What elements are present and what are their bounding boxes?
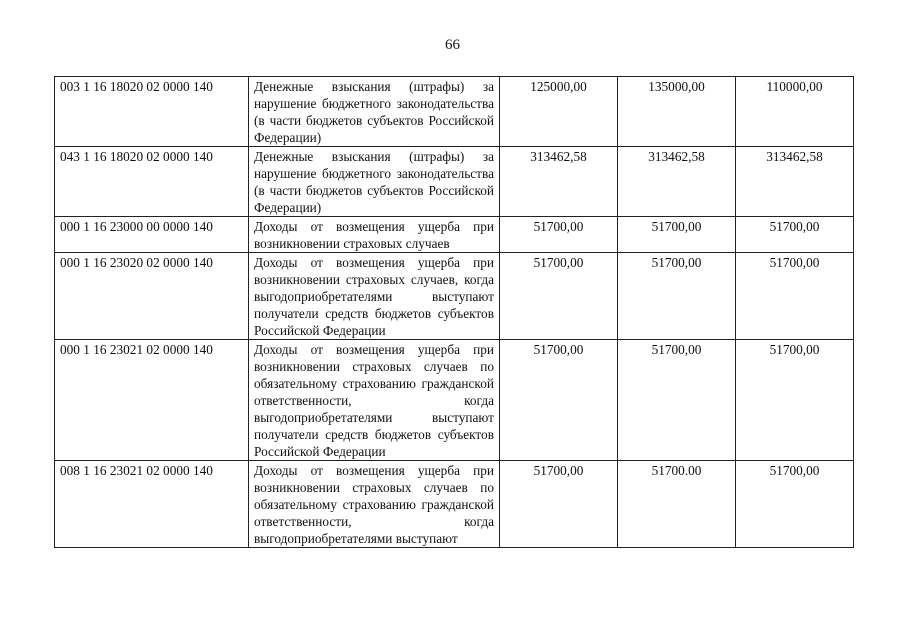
amount-year-1: 51700,00 [500,340,618,461]
amount-year-2: 135000,00 [618,77,736,147]
table-row [55,340,854,461]
amount-year-3: 51700,00 [736,253,854,340]
amount-year-2: 51700,00 [618,217,736,253]
amount-year-3: 110000,00 [736,77,854,147]
revenue-description: Доходы от возмещения ущерба при возникновении страховых случаев [249,217,500,253]
amount-year-3: 51700,00 [736,340,854,461]
amount-year-1: 313462,58 [500,147,618,217]
revenue-description: Доходы от возмещения ущерба при возникновении страховых случаев, когда выгодоприобретателями выступают получатели средств бюджетов субъектов Российской Федерации [249,253,500,340]
revenue-table [54,76,854,548]
page-number: 66 [445,37,460,53]
amount-year-1: 51700,00 [500,217,618,253]
table-row [55,217,854,253]
revenue-description: Денежные взыскания (штрафы) за нарушение бюджетного законодательства (в части бюджетов субъектов Российской Федерации) [249,77,500,147]
amount-year-1: 51700,00 [500,253,618,340]
table-row [55,147,854,217]
table-row [55,461,854,548]
budget-code: 043 1 16 18020 02 0000 140 [55,147,249,217]
budget-code: 000 1 16 23000 00 0000 140 [55,217,249,253]
amount-year-3: 313462,58 [736,147,854,217]
amount-year-1: 51700,00 [500,461,618,548]
revenue-description: Доходы от возмещения ущерба при возникновении страховых случаев по обязательному страхованию гражданской ответственности, когда выгодоприобретателями выступают [249,461,500,548]
amount-year-3: 51700,00 [736,461,854,548]
amount-year-3: 51700,00 [736,217,854,253]
revenue-description: Доходы от возмещения ущерба при возникновении страховых случаев по обязательному страхованию гражданской ответственности, когда выгодоприобретателями выступают получатели средств бюджетов субъектов Российской Федерации [249,340,500,461]
amount-year-2: 51700,00 [618,253,736,340]
amount-year-2: 51700,00 [618,340,736,461]
table-row [55,253,854,340]
table-row [55,77,854,147]
revenue-description: Денежные взыскания (штрафы) за нарушение бюджетного законодательства (в части бюджетов субъектов Российской Федерации) [249,147,500,217]
budget-code: 000 1 16 23020 02 0000 140 [55,253,249,340]
amount-year-2: 51700.00 [618,461,736,548]
budget-code: 003 1 16 18020 02 0000 140 [55,77,249,147]
amount-year-1: 125000,00 [500,77,618,147]
budget-code: 000 1 16 23021 02 0000 140 [55,340,249,461]
amount-year-2: 313462,58 [618,147,736,217]
budget-code: 008 1 16 23021 02 0000 140 [55,461,249,548]
